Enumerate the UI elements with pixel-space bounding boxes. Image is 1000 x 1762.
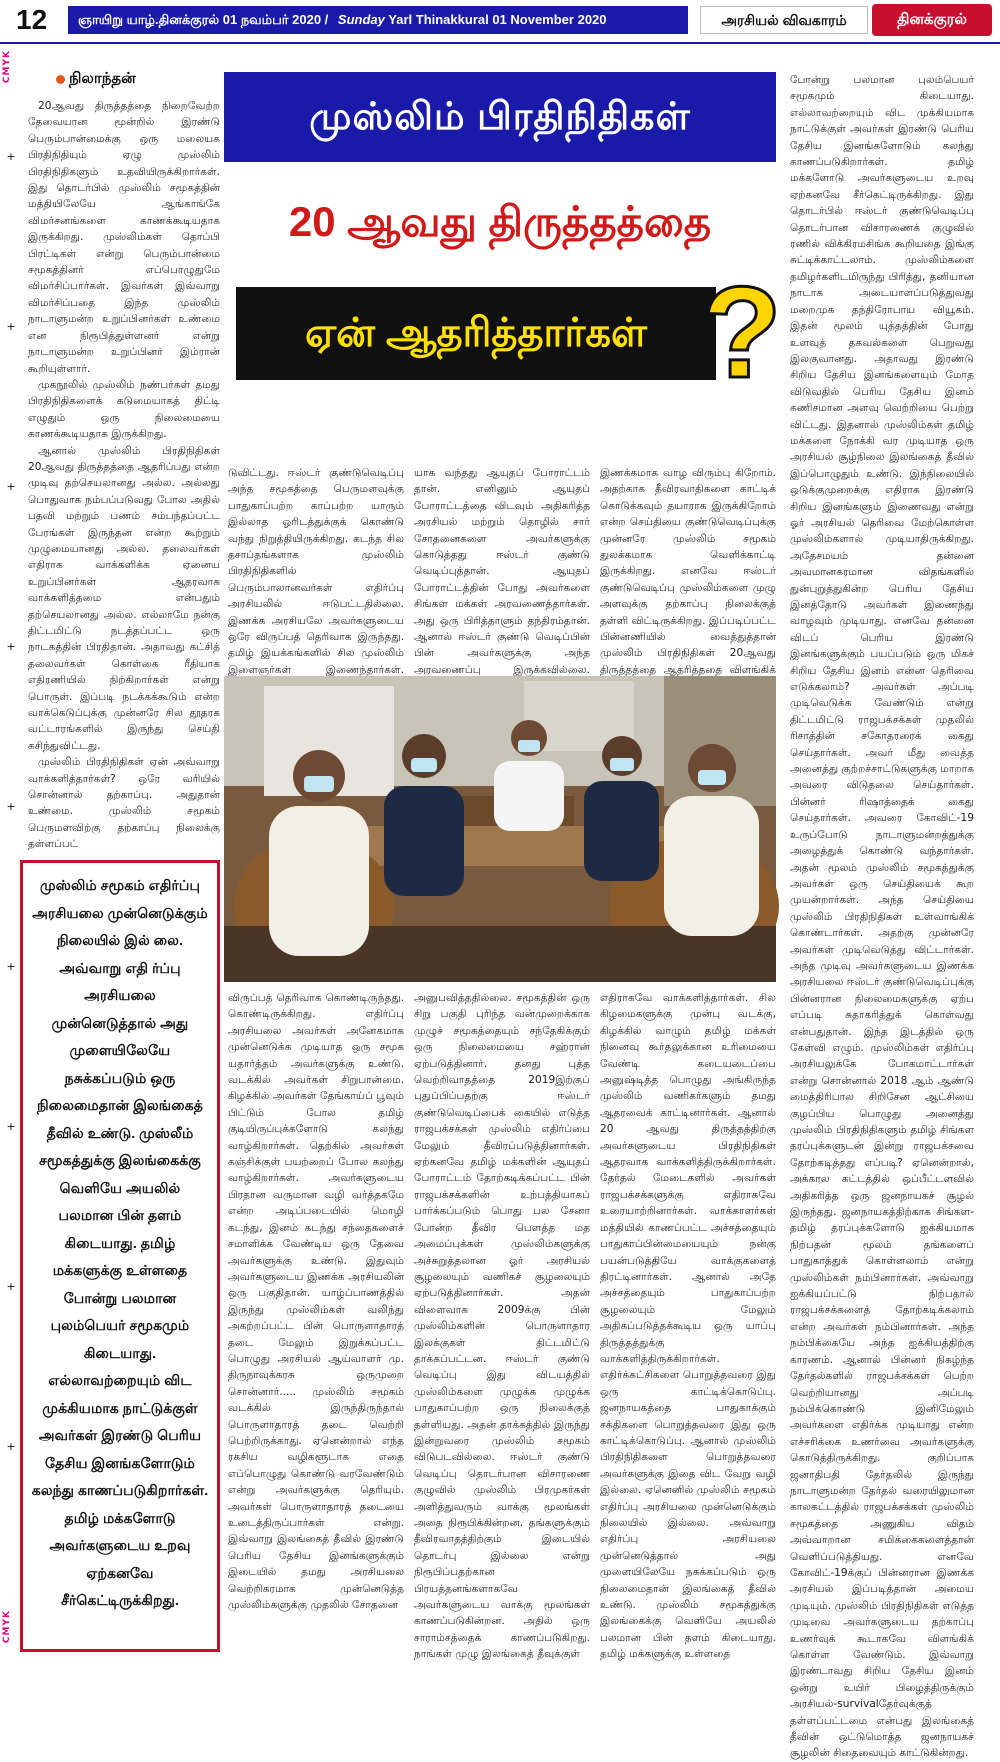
newspaper-logo: தினக்குரல்: [872, 4, 992, 36]
headline-line-3: ஏன் ஆதரித்தார்கள்: [236, 287, 716, 380]
cmyk-mark-top: CMYK: [2, 50, 12, 84]
registration-mark: +: [6, 960, 16, 973]
headline-line-2: 20 ஆவது திருத்தத்தை: [288, 198, 712, 245]
article-photo: [224, 676, 776, 982]
paragraph: முகநூலில் முஸ்லிம் நண்பர்கள் தமது பிரதிநிதிகளைக் கடுமையாகத் திட்டி எழுதும் ஒரு நிலைமையை காணக்கூடியதாக இருக்கிறது.: [28, 378, 220, 441]
article-column-3-top: இணக்கமாக வாழ விரும்பு கிறோம். அதற்காக தீவிரவாதிகளை காட்டிக் கொடுக்கவும் தயாராக இருக்கிறோம் என்ற செய்தியை குண்டுவெடிப்புக்கு முன்னரே முஸ்லிம் சமூகம் துலக்கமாக வெளிக்காட்டி இருக்கிறது. எனவே ஈஸ்டர் குண்டுவெடிப்பு முஸ்லிம்களை முழு அளவுக்கு தற்காப்பு நிலைக்குத் தள்ளி விட்டிருக்கிறது. இப்படிப்பட்ட பின்னணியில் வைத்துத்தான் முஸ்லிம் பிரதிநிதிகள் 20ஆவது திருத்தத்தை ஆதரித்ததை விளங்கிக்: [600, 467, 776, 676]
question-mark-graphic: ?: [702, 259, 782, 405]
registration-mark: +: [6, 480, 16, 493]
registration-mark: +: [6, 320, 16, 333]
registration-mark: +: [6, 1120, 16, 1133]
article-column-1-bottom: விருப்பத் தெரிவாக கொண்டிருந்தது. கொண்டிருக்கிறது. எதிர்ப்பு அரசியலை அவர்கள் அனேகமாக முன்னெடுக்க முடியாத ஒரு சமூக யதார்த்தம் அவர்களுக்கு உண்டு. வடக்கில் அவர்கள் சிறுபான்மை. கிழக்கில் அவர்கள் தேங்காய்ப் பூவும் பிட்டும் போல தமிழ் குடியிருப்புக்களோடு கலந்து வாழ்கிறார்கள். தெற்கில் அவர்கள் கஞ்சிக்குள் பயற்றைப் போல கலந்து வாழ்கிறார்கள். அவர்களுடைய பிரதான வருமான வழி வர்த்தகமே என்ற அடிப்படையில் மொழி கடந்து, இனம் கடந்து சந்தைகளைச் சமாளிக்க வேண்டிய ஒரு தேவை அவர்களுக்கு உண்டு. இதுவும் அவர்களுடைய இணக்க அரசியலின் ஒரு பகுதிதான். யாழ்ப்பாணத்தில் இருந்து முஸ்லிம்கள் வலிந்து அகற்றப்பட்ட பின் பொருளாதாரத் தடை மேலும் இறுக்கப்பட்ட பொழுது அரசியல் ஆய்வாளர் மு. திருநாவுக்கரசு ஒருமுறை சொன்னார்..... முஸ்லிம் சமூகம் வடக்கில் இருந்திருந்தால் பொருளாதாரத் தடை வெற்றி பெற்றிருக்காது. ஏனென்றால் எந்த ரகசிய வழிகளூடாக எதை எப்பொழுது கொண்டு வரவேண்டும் என்று அவர்களுக்கு தெரியும். அவர்கள் பொருளாதாரத் தடையை உடைத்திருப்பார்கள் என்று. இவ்வாறு இலங்கைத் தீவில் இரண்டு பெரிய தேசிய இனங்களுக்கும் இடையில் தமது அரசியலை வெற்றிகரமாக முன்னெடுத்த முஸ்லிம்களுக்கு முதலில் சோதனை: [228, 992, 404, 1612]
article-column-2-bottom: அனுபவித்ததில்லை. சமூகத்தின் ஒரு சிறு பகுதி புரிந்த வன்முறைக்காக முழுச் சமூகத்தையும் சந்தேகிக்கும் ஒரு நிலைமையை சஹ்ரான் ஏற்படுத்தினார். தனது புத்த வெற்றிவாதத்தை 2019இற்குப் புதுப்பிப்பதற்கு ஈஸ்டர் குண்டுவெடிப்பைக் கையில் எடுத்த ராஜபக்சக்கள் முஸ்லிம் எதிர்ப்பை மேலும் தீவிரப்படுத்தினார்கள். ஏற்கனவே தமிழ் மக்களின் ஆயுதப் போராட்டம் தோற்கடிக்கப்பட்ட பின் ராஜபக்சக்களின் உற்பத்தியாகப் பார்க்கப்படும் பொது பல சேனா போன்ற தீவிர பௌத்த மத அமைப்புக்கள் முஸ்லிம்களுக்கு அச்சுறுத்தலான ஓர் அரசியல் சூழலையும் வணிகச் சூழலையும் ஏற்படுத்தினார்கள். அதன் விளைவாக 2009க்கு பின் முஸ்லிம்களின் பொருளாதார இலக்குகள் திட்டமிட்டு தாக்கப்பட்டன. ஈஸ்டர் குண்டு வெடிப்பு இது விடயத்தில் முஸ்லிம்களை முழுக்க முழுக்க பாதுகாப்பற்ற ஒரு நிலைக்குத் தள்ளியது. அதன் தாக்கத்தில் இருந்து இன்றுவரை முஸ்லிம் சமூகம் விடுபடவில்லை. ஈஸ்டர் குண்டு வெடிப்பு தொடர்பான விசாரணை குழுவில் முஸ்லிம் பிரமுகர்கள் அளித்துவரும் வாக்கு மூலங்கள் அதை நிரூபிக்கின்றன. தங்களுக்கும் தீவிரவாதத்திற்கும் இடையில் தொடர்பு இல்லை என்று நிரூபிப்பதற்கான பிரயத்தனங்களாகவே அவர்களுடைய வாக்கு மூலங்கள் காணப்படுகின்றன. அதில் ஒரு சாராம்சத்தைக் காணப்படுகிறது. நாங்கள் முழு இலங்கைத் தீவுக்குள்: [414, 992, 590, 1661]
header-rule: [0, 42, 1000, 44]
paragraph: ஆனால் முஸ்லிம் பிரதிநிதிகள் 20ஆவது திருத்தத்தை ஆதரிப்பது என்ற முடிவு தற்செயலானது அல்ல. அல்லது பொதுவாக நம்பப்படுவது போல அதில் பதவி மற்றும் பணம் சம்பந்தப்பட்ட பேரங்கள் இருந்தன என்ற கூற்றும் முழுமையானது அல்ல. தலைவர்கள் எதிராக வாக்களிக்க ஏனைய உறுப்பினர்கள் ஆதரவாக வாக்களித்தமை என்பதும் தற்செயலானது அல்ல. எல்லாமே நன்கு திட்டமிட்டு நடத்தப்பட்ட ஒரு நாடகத்தின் பிரதிதான். அதாவது கட்சித் தலைவர்கள் கொள்கை ரீதியாக எதிரணியில் நிற்கிறார்கள் என்று பொருள். இப்படி நடக்கக்கூடும் என்ற வாக்கெடுப்புக்கு முன்னரே சில தூதரக வட்டாரங்களில் இருந்து செய்தி கசிந்துவிட்டது.: [28, 444, 220, 752]
article-column-right: போன்று பலமான புலம்பெயர் சமூகமும் கிடையாது. எல்லாவற்றையும் விட முக்கியமாக நாட்டுக்குள் அவர்கள் இரண்டு பெரிய தேசிய இனங்களோடும் கலந்து காணப்படுகிறார்கள். தமிழ் மக்களோடு அவர்களுடைய உறவு ஏற்கனவே சீர்கெட்டிருக்கிறது. இது தொடர்பில் ஈஸ்டர் குண்டுவெடிப்பு தொடர்பான விசாரணைக் குழுவில் ரணில் விக்கிரமசிங்க கூறியதை இங்கு சுட்டிக்காட்டலாம். முஸ்லிம்களை தமிழர்களிடமிருந்து பிரித்து, தனியான நாடாக அடையாளப்படுத்துவது மறைமுக தந்திரோபாய வியூகம். இதன் மூலம் யுத்தத்தின் போது உளவுத் தகவல்களை பெறுவது இலகுவானது. அதாவது இரண்டு சிறிய தேசிய இனங்களையும் மோத விடுவதில் பெரிய தேசிய இனம் கணிசமான அளவு வெற்றியை பெற்று விட்டது. இதனால் முஸ்லிம்கள் தமிழ் மக்களை நோக்கி வர முடியாத ஒரு அரசியல் சூழ்நிலை இலங்கைத் தீவில் இப்பொழுதும் உண்டு. இந்நிலையில் ஒடுக்குமுறைக்கு எதிராக இரண்டு சிறிய இனங்களும் இணைவது என்று ஓர் அரசியல் தெரிவை மேற்கொள்ள முஸ்லிம்களால் முடியாதிருக்கிறது. அதேசமயம் தன்னை அவமானகரமான விதங்களில் துன்புறுத்துகின்ற பெரிய தேசிய இனத்தோடு அவர்கள் இணைந்து வாழவும் முடியாது. எனவே தன்னை விடப் பெரிய இரண்டு இனங்களுக்கும் பயப்படும் ஒரு மிகச் சிறிய தேசிய இனம் என்ன தெரிவை எடுக்கலாம்? அவர்கள் அப்படி முடிவெடுக்க வேண்டும் என்று திட்டமிட்டு ராஜபக்சக்கள் முதலில் ரிசாத்தின் சகோதரரைக் கைது செய்தார்கள். அவர் மீது வைத்த அனைத்து குற்றச்சாட்டுகளுக்கு மாறாக அவரை விடுதலை செய்தார்கள். பின்னர் ரிஷாத்தைக் கைது செய்தார்கள். அவரை கோவிட்-19 உருப்போடு நாடாளுமன்றத்துக்கு அழைத்துக் கொண்டு வந்தார்கள். அதன் மூலம் முஸ்லிம் சமூகத்துக்கு அவர்கள் ஒரு செய்தியைக் கூற முயன்றார்கள். அந்த செய்தியை முஸ்லிம் பிரதிநிதிகள் உள்வாங்கிக் கொண்டார்கள். அதற்கு முன்னரே அவர்கள் முடிவெடுத்து விட்டார்கள். அந்த முடிவு அவர்களுடைய இணக்க அரசியலை ஈஸ்டர் குண்டுவெடிப்புக்கு பின்னரான நிலைமைகளுக்கு ஏற்ப எப்படி சுதாகரித்துக் கொள்வது என்பதுதான். இந்த இடத்தில் ஒரு கேள்வி எழும். முஸ்லிம்கள் எதிர்ப்பு அரசியலுக்கே போகமாட்டார்கள் என்று சொன்னால் 2018 ஆம் ஆண்டு மைத்திரிபால சிறிசேன ஆட்சியை குழப்பிய பொழுது அனைத்து முஸ்லிம் பிரதிநிதிகளும் தமிழ் சிங்கள தரப்புக்களுடன் இன்று ராஜபக்சவை தோற்கடித்தது எப்படி? ஏனென்றால், அக்கால கட்டத்தில் ஒப்பீட்டளவில் அதிகரித்த ஒரு ஜனநாயகச் சூழல் இருந்தது. ஜனநாயகத்திற்காக சிங்கள-தமிழ் தரப்புக்களோடு ஐக்கியமாக நிற்பதன் மூலம் தங்களைப் பாதுகாத்துக் கொள்ளலாம் என்று முஸ்லிம்கள் நம்பினார்கள். அவ்வாறு ஐக்கியப்பட்டு நிற்பதால் ராஜபக்சக்களைத் தோற்கடிக்கலாம் என்ற அவர்கள் நம்பினார்கள். அந்த நம்பிக்கையே அந்த ஐக்கியத்திற்கு காரணம். ஆனால் பின்னர் நிகழ்ந்த தேர்தல்களில் ராஜபக்சக்கள் பெற்ற வெற்றியானது அப்படி நம்பிக்கொண்டு இனிமேலும் அவர்களை எதிர்க்க முடியாது என்ற எச்சரிக்கை உணர்வை அவர்களுக்கு கொடுத்திருக்கிறது. குறிப்பாக ஜனாதிபதி தேர்தலில் இருந்து நாடாளுமன்ற தேர்தல் வரையிலுமான காலகட்டத்தில் ராஜபக்சக்கள் முஸ்லிம் சமூகத்தை அணுகிய விதம் அவ்வாறான சமிக்கைகளைத்தான் வெளிப்படுத்தியது. எனவே கோவிட்-19க்குப் பின்னரான இணக்க அரசியல் இப்படித்தான் அமைய முடியும். முஸ்லிம் பிரதிநிதிகள் எடுத்த முடிவை அவர்களுடைய தற்காப்பு உணர்வுக் கூடாகவே விளங்கிக் கொள்ள வேண்டும். இவ்வாறு இரண்டாவது சிறிய தேசிய இனம் ஒன்று உயிர் பிழைத்திருக்கும் அரசியல்-survivalதேர்வுக்குத் தள்ளப்பட்டமை என்பது இலங்கைத் தீவின் ஒட்டுமொத்த ஜனநாயகச் சூழலின் சிதைவையும் காட்டுகின்றது.: [790, 74, 974, 1760]
registration-mark: +: [6, 1280, 16, 1293]
dateline-tamil: ஞாயிறு யாழ்.தினக்குரல் 01 நவம்பர் 2020 /: [78, 12, 329, 27]
section-label: அரசியல் விவகாரம்: [700, 6, 868, 34]
page-number: 12: [16, 4, 48, 35]
registration-mark: +: [6, 800, 16, 813]
article-column-1-top: டுவிட்டது. ஈஸ்டர் குண்டுவெடிப்பு அந்த சமூகத்தை பெருமளவுக்கு பாதுகாப்பற்ற காப்பற்ற யாரும் இல்லாத ஓரிடத்துக்குக் கொண்டு வந்து நிறுத்தியிருக்கிறது. கடந்த சில தசாப்தங்களாக முஸ்லிம் பிரதிநிதிகளில் பெரும்பாலானவர்கள் எதிர்ப்பு அரசியலில் ஈடுபட்டதில்லை. இணக்க அரசியலே அவர்களுடைய ஒரே விருப்பத் தெரிவாக இருந்தது. தமிழ் இயக்கங்களில் சில முஸ்லிம் இளைஞர்கள் இணைந்தார்கள்.: [228, 467, 404, 676]
registration-mark: +: [6, 640, 16, 653]
page-header: [0, 0, 1000, 40]
byline-dot-icon: [56, 75, 65, 84]
headline: [224, 72, 782, 452]
registration-mark: +: [6, 1440, 16, 1453]
dateline-day: Sunday: [337, 12, 385, 27]
byline: [56, 70, 216, 89]
paragraph: முஸ்லிம் பிரதிநிதிகள் ஏன் அவ்வாறு வாக்களித்தார்கள்? ஒரே வரியில் சொன்னால் தற்காப்பு. அதுதான் உண்மை. முஸ்லிம் சமூகம் பெருமளவிற்கு தற்காப்பு நிலைக்கு தள்ளப்பட்: [28, 756, 220, 851]
article-column-left: [28, 98, 220, 851]
dateline-bar: [68, 6, 688, 34]
article-column-2-top: யாக வந்தது ஆயுதப் போராட்டம் தான். எனினும் ஆயுதப் போராட்டத்தை விடவும் அதிகரித்த அரசியல் மற்றும் தொழில் சார் சோதனைகளை அவர்களுக்கு கொடுத்தது ஈஸ்டர் குண்டு வெடிப்புத்தான். ஆயுதப் போராட்டத்தின் போது அவர்களை சிங்கள மக்கள் அரவணைத்தார்கள். அது ஒரு பிரித்தாளும் தந்திரம்தான். ஆனால் ஈஸ்டர் குண்டு வெடிப்பின் பின் அவர்களுக்கு அந்த அரவணைப்பு இருக்கவில்லை.: [414, 467, 590, 676]
photo-illustration: [224, 676, 776, 982]
paragraph: 20ஆவது திருத்தத்தை நிறைவேற்ற தேவையான மூன்றில் இரண்டு பெரும்பான்மைக்கு ஒரு மலையக பிரதிநிதியும் ஏழு முஸ்லிம் பிரதிநிதிகளும் உதவியிருக்கிறார்கள். இது தொடர்பில் முஸ்லிம் சமூகத்தின் மத்தியிலேயே ஆங்காங்கே விமர்சனங்களை காணக்கூடியதாக இருக்கிறது. முஸ்லிம்கள் தொப்பி பிரட்டிகள் என்று பெரும்பான்மை சமூகத்தினர் எப்பொழுதுமே விமர்சிப்பார்கள். இவர்கள் இவ்வாறு விமர்சிப்பதை இந்த முஸ்லிம் நாடாளுமன்ற உறுப்பினர்கள் உண்மை என நிரூபித்துள்ளனர் என்று நாடாளுமன்ற உறுப்பினர் இம்ரான் கூறியுள்ளார்.: [28, 100, 220, 375]
pull-quote-box: முஸ்லிம் சமூகம் எதிர்ப்பு அரசியலை முன்னெடுக்கும் நிலையில் இல் லை. அவ்வாறு எதி ர்ப்பு அரசியலை முன்னெடுத்தால் அது முளையிலேயே நசுக்கப்படும் ஒரு நிலைமைதான் இலங்கைத் தீவில் உண்டு. முஸ்லீம் சமூகத்துக்கு இலங்கைக்கு வெளியே அயலில் பலமான பின் தளம் கிடையாது. தமிழ் மக்களுக்கு உள்ளதை போன்று பலமான புலம்பெயர் சமூகமும் கிடையாது. எல்லாவற்றையும் விட முக்கியமாக நாட்டுக்குள் அவர்கள் இரண்டு பெரிய தேசிய இனங்களோடும் கலந்து காணப்படுகிறார்கள். தமிழ் மக்களோடு அவர்களுடைய உறவு ஏற்கனவே சீர்கெட்டிருக்கிறது.: [20, 860, 220, 1652]
article-column-3-bottom: எதிராகவே வாக்களித்தார்கள். சில கிழமைகளுக்கு முன்பு வடக்கு, கிழக்கில் வாழும் தமிழ் மக்கள் நினைவு கூர்தலுக்கான உரிமையை வேண்டி கடையடைப்பை அனுஷ்டித்த பொழுது அங்கிருந்த முஸ்லிம் வணிகர்களும் தமது ஆதரவைக் காட்டினார்கள். ஆனால் 20 ஆவது திருத்தத்திற்கு அவர்களுடைய பிரதிநிதிகள் ஆதரவாக வாக்களித்திருக்கிறார்கள். தேர்தல் மேடைகளில் அவர்கள் ராஜபக்சக்களுக்கு எதிராகவே உரையாற்றினார்கள். வாக்காளர்கள் மத்தியில் காணப்பட்ட அச்சத்தையும் பாதுகாப்பின்மையையும் நன்கு பயன்படுத்தியே வாக்குகளைத் திரட்டினார்கள். ஆனால் அதே அச்சத்தையும் பாதுகாப்பற்ற சூழலையும் மேலும் அதிகப்படுத்தக்கூடிய ஒரு யாப்பு திருத்தத்துக்கு வாக்களித்திருக்கிறார்கள். எதிர்க்கட்சிகளை பொறுத்தவரை இது ஒரு காட்டிக்கொடுப்பு. ஜனநாயகத்தை பாதுகாக்கும் சக்திகளை பொறுத்தவரை இது ஒரு காட்டிக்கொடுப்பு. ஆனால் முஸ்லிம் பிரதிநிதிகளை பொறுத்தவரை அவர்களுக்கு இதை விட வேறு வழி இல்லை. ஏனெனில் முஸ்லிம் சமூகம் எதிர்ப்பு அரசியலை முன்னெடுக்கும் நிலையில் இல்லை. அவ்வாறு எதிர்ப்பு அரசியலை முன்னெடுத்தால் அது முளையிலேயே நசுக்கப்படும் ஒரு நிலைமைதான் இலங்கைத் தீவில் உண்டு. முஸ்லிம் சமூகத்துக்கு இலங்கைக்கு வெளியே அயலில் பலமான பின் தளம் கிடையாது. தமிழ் மக்களுக்கு உள்ளதை: [600, 992, 776, 1661]
author-name: நிலாந்தன்: [69, 70, 136, 87]
dateline-english: Yarl Thinakkural 01 November 2020: [388, 12, 607, 27]
registration-mark: +: [6, 150, 16, 163]
cmyk-mark-bottom: CMYK: [2, 1610, 12, 1644]
headline-line-1: முஸ்லிம் பிரதிநிதிகள்: [224, 72, 776, 162]
